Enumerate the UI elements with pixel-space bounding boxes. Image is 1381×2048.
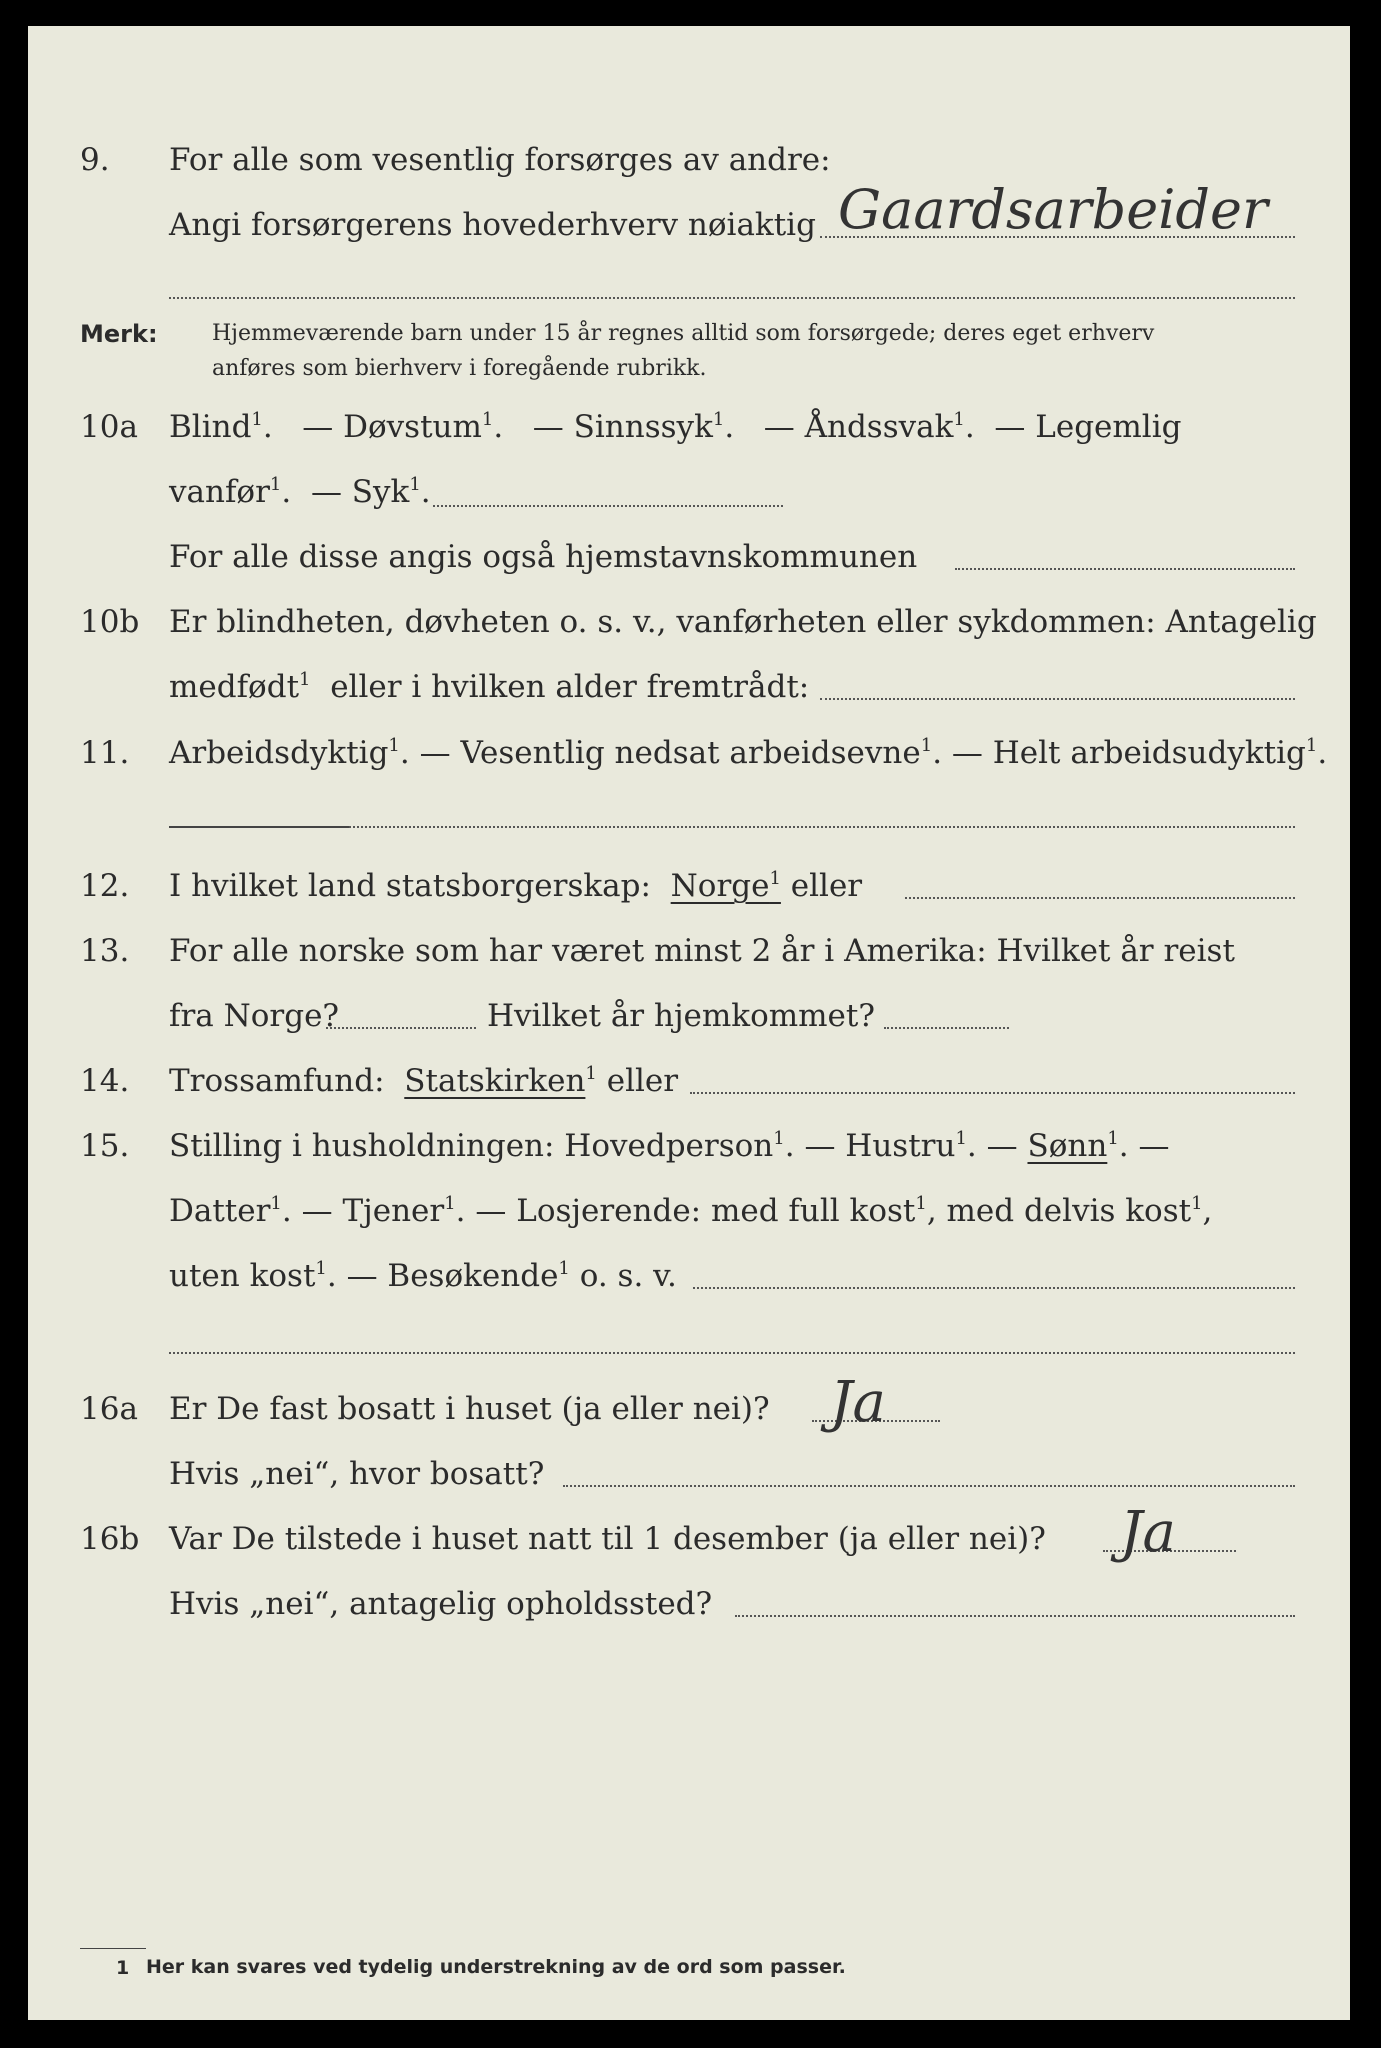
q10a-sinnssyk: — Sinnssyk: [532, 409, 713, 445]
footnote-mark: 1: [915, 1193, 927, 1214]
q15-tjener: — Tjener: [301, 1193, 445, 1229]
q10b-line1: Er blindheten, døvheten o. s. v., vanførheten eller sykdommen: Antagelig: [169, 604, 1317, 640]
q13-fra: fra Norge?: [169, 998, 340, 1034]
q14-eller: eller: [606, 1063, 679, 1099]
footnote-mark: 1: [481, 409, 494, 430]
q14-statskirken-text: Statskirken: [404, 1063, 586, 1099]
q16b-line2: Hvis „nei“, antagelig opholdssted?: [169, 1586, 713, 1622]
q10a-dovstum: — Døvstum: [302, 409, 482, 445]
q15-osv: o. s. v.: [579, 1258, 677, 1294]
q16a-number: 16a: [80, 1391, 138, 1427]
q14-answer-line: [690, 1092, 1295, 1094]
footnote-mark: 1: [955, 1128, 967, 1149]
q12-text: I hvilket land statsborgerskap:: [169, 868, 651, 904]
q10a-kommune-line: [955, 568, 1295, 570]
merk-line1: Hjemmeværende barn under 15 år regnes alltid som forsørgede; deres eget erhverv: [212, 321, 1155, 346]
q11-number: 11.: [80, 735, 130, 771]
q10a-vanfor: vanfør: [169, 474, 270, 510]
q15-line3: uten kost$^1$. — Besøkende$^1$ o. s. v.: [169, 1258, 677, 1294]
q15-losjerende: — Losjerende: med full kost: [475, 1193, 916, 1229]
q14-text: Trossamfund:: [169, 1063, 385, 1099]
footnote-mark: 1: [251, 409, 263, 430]
q15-answer-line: [693, 1287, 1295, 1289]
q10a-syk: — Syk: [310, 474, 410, 510]
q10b-answer-line: [820, 698, 1295, 700]
q9-answer-line-2: [169, 297, 1295, 299]
footnote-mark: 1: [1191, 1193, 1203, 1214]
q15-number: 15.: [80, 1128, 130, 1164]
footnote-mark: 1: [773, 1128, 785, 1149]
q10a-number: 10a: [80, 409, 138, 445]
q16a-line2: Hvis „nei“, hvor bosatt?: [169, 1456, 545, 1492]
q9-handwritten-answer: Gaardsarbeider: [838, 178, 1268, 241]
q15-answer-line-2: [169, 1352, 1295, 1354]
footnote-mark: 1: [585, 1063, 597, 1084]
q14-number: 14.: [80, 1063, 130, 1099]
q15-besokende: — Besøkende: [346, 1258, 559, 1294]
q16a-line1: Er De fast bosatt i huset (ja eller nei)?: [169, 1391, 770, 1427]
q11-udyktig: — Helt arbeidsudyktig: [951, 735, 1306, 771]
q16b-opholdssted-line: [735, 1615, 1295, 1617]
q9-line2: Angi forsørgerens hovederhverv nøiaktig: [169, 207, 816, 243]
q12-number: 12.: [80, 868, 130, 904]
q15-comma: ,: [1202, 1193, 1213, 1229]
footnote-mark: 1: [712, 409, 725, 430]
footnote-mark: 1: [769, 868, 781, 889]
footnote-mark: 1: [920, 735, 933, 756]
q13-line1: For alle norske som har været minst 2 år i Amerika: Hvilket år reist: [169, 933, 1235, 969]
q11-answer-line-solid: [169, 826, 349, 828]
q10a-syk-line: [433, 505, 783, 507]
footnote-mark: 1: [269, 474, 282, 495]
q14-line: [169, 1061, 678, 1101]
q10b-alder: eller i hvilken alder fremtrådt:: [330, 669, 810, 705]
footnote-mark: 1: [116, 1957, 130, 1979]
q12-line: [169, 866, 862, 906]
q15-line1: Stilling i husholdningen: Hovedperson$^1$. — Hustru$^1$. — Sønn$^1$. —: [169, 1128, 1170, 1164]
footnote-mark: 1: [558, 1258, 570, 1279]
q9-line1: For alle som vesentlig forsørges av andre:: [169, 142, 831, 178]
q15-line2: Datter$^1$. — Tjener$^1$. — Losjerende: med full kost$^1$, med delvis kost$^1$,: [169, 1193, 1213, 1229]
footnote-mark: 1: [1107, 1128, 1119, 1149]
footnote-mark: 1: [444, 1193, 456, 1214]
q9-number: 9.: [80, 142, 110, 178]
q10b-number: 10b: [80, 604, 140, 640]
q10a-andssvak: — Åndssvak: [763, 409, 954, 445]
q15-sonn: Sønn: [1027, 1128, 1108, 1164]
q16a-bosatt-line: [563, 1485, 1295, 1487]
q10a-legemlig: — Legemlig: [994, 409, 1182, 445]
q10b-medfodt: medfødt: [169, 669, 300, 705]
footnote-rule: [80, 1948, 146, 1949]
q11-answer-line: [349, 826, 1295, 828]
merk-label: Merk:: [80, 320, 158, 348]
q11-line1: Arbeidsdyktig$^1$. — Vesentlig nedsat arbeidsevne$^1$. — Helt arbeidsudyktig$^1$.: [169, 735, 1328, 771]
q16b-number: 16b: [80, 1521, 140, 1557]
footnote-mark: 1: [409, 474, 421, 495]
q13-number: 13.: [80, 933, 130, 969]
q15-datter: Datter: [169, 1193, 271, 1229]
footnote-mark: 1: [953, 409, 965, 430]
q10a-line3: For alle disse angis også hjemstavnskommunen: [169, 539, 918, 575]
q12-norge: [671, 868, 781, 904]
footnote-mark: 1: [1305, 735, 1318, 756]
merk-line2: anføres som bierhverv i foregående rubrikk.: [212, 356, 707, 381]
q13-fra-line: [326, 1027, 476, 1029]
q15-delvis: , med delvis kost: [926, 1193, 1192, 1229]
q15-uten: uten kost: [169, 1258, 316, 1294]
q11-nedsat: — Vesentlig nedsat arbeidsevne: [419, 735, 921, 771]
footnote-mark: 1: [299, 669, 311, 690]
q10a-blind: Blind: [169, 409, 252, 445]
footnote-mark: 1: [315, 1258, 327, 1279]
q10b-line2: [169, 667, 809, 707]
q11-arbeidsdyktig: Arbeidsdyktig: [169, 735, 389, 771]
q15-hovedperson: Stilling i husholdningen: Hovedperson: [169, 1128, 774, 1164]
q13-hjem-line: [884, 1027, 1009, 1029]
q15-hustru: — Hustru: [804, 1128, 956, 1164]
q16b-handwritten-answer: Ja: [1120, 1500, 1176, 1565]
q12-eller: eller: [790, 868, 863, 904]
q10a-line2: vanfør$^1$. — Syk$^1$.: [169, 474, 431, 510]
q15-sep: —: [986, 1128, 1018, 1164]
q16a-handwritten-answer: Ja: [830, 1370, 886, 1435]
q13-hjem: Hvilket år hjemkommet?: [487, 998, 875, 1034]
q12-answer-line: [905, 897, 1295, 899]
q15-dash: —: [1138, 1128, 1170, 1164]
q16b-line1: Var De tilstede i huset natt til 1 desember (ja eller nei)?: [169, 1521, 1046, 1557]
q14-statskirken: [404, 1063, 585, 1099]
q12-norge-text: Norge: [670, 868, 770, 904]
footnote-mark: 1: [270, 1193, 282, 1214]
q10a-line1: Blind$^1$. — Døvstum$^1$. — Sinnssyk$^1$. — Åndssvak$^1$. — Legemlig: [169, 409, 1182, 445]
footnote-text: Her kan svares ved tydelig understrekning av de ord som passer.: [146, 1956, 846, 1978]
footnote-mark: 1: [388, 735, 400, 756]
